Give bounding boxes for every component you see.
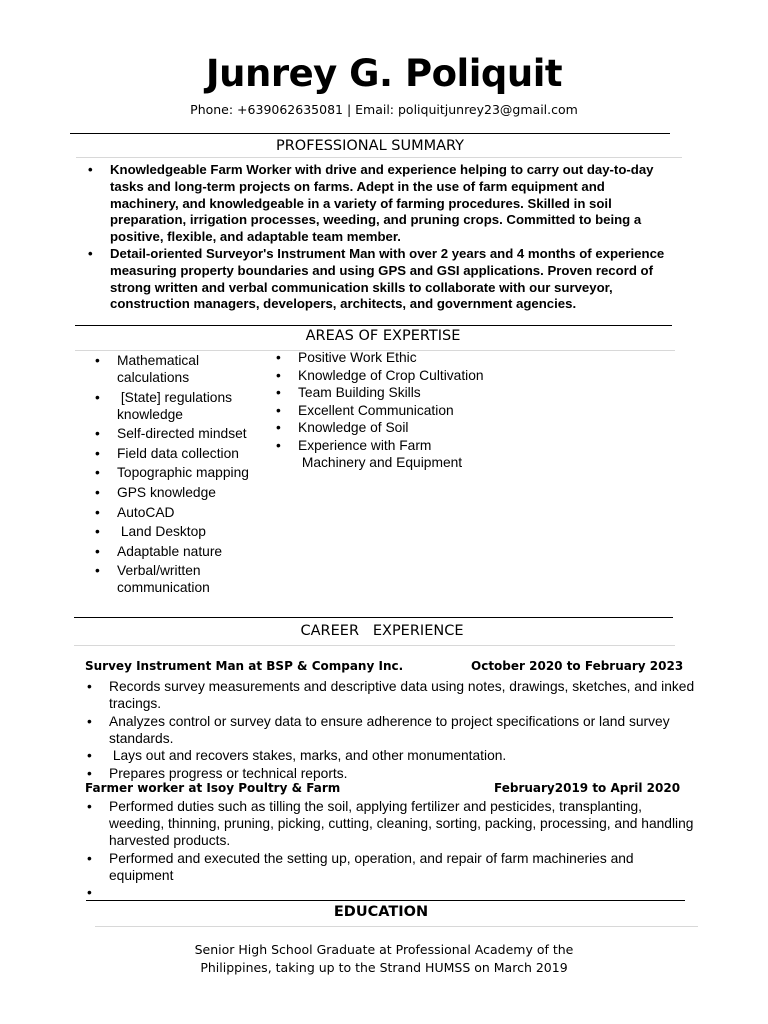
section-divider	[76, 157, 682, 158]
bullet-icon: •	[95, 445, 100, 461]
bullet-icon: •	[276, 437, 281, 453]
list-item-line: standards.	[109, 730, 174, 746]
list-item-line: weeding, thinning, pruning, picking, cutting, cleaning, sorting, packing, processing, and handling	[109, 816, 694, 831]
section-rule	[74, 617, 673, 618]
list-item-line: positive, flexible, and adaptable team member.	[110, 229, 401, 245]
list-item-line: Field data collection	[117, 445, 239, 461]
list-item-line: Mathematical	[117, 353, 200, 368]
list-item-line: harvested products.	[109, 833, 231, 848]
list-item	[276, 402, 548, 419]
bullet-icon: •	[276, 350, 281, 365]
list-item-line: measuring property boundaries and using GPS and GSI applications. Proven record of	[110, 262, 653, 278]
summary-list	[88, 162, 730, 313]
education-details	[0, 941, 768, 977]
section-heading-experience: CAREER EXPERIENCE	[300, 623, 464, 639]
list-item-line: preparation, irrigation processes, weeding, and pruning crops. Committed to being a	[110, 212, 642, 228]
list-item-line: Verbal/written	[117, 563, 201, 579]
section-rule	[86, 900, 685, 901]
job-duties-1	[87, 678, 729, 782]
list-item	[276, 349, 548, 366]
list-item-line: strong written and verbal communication skills to collaborate with our surveyor,	[110, 279, 613, 295]
list-item-line: AutoCAD	[117, 504, 175, 520]
bullet-icon: •	[95, 465, 100, 481]
list-item-line: Performed duties such as tilling the soil, applying fertilizer and pesticides, transplanting,	[109, 799, 642, 814]
bullet-icon: •	[88, 162, 93, 177]
bullet-icon: •	[87, 850, 92, 866]
list-item-line: Self-directed mindset	[117, 426, 247, 442]
list-item	[95, 543, 277, 560]
list-item	[88, 162, 730, 246]
list-item-line: Team Building Skills	[298, 385, 421, 401]
list-item	[87, 747, 729, 764]
list-item	[276, 384, 548, 401]
list-item-line: knowledge	[117, 406, 183, 422]
list-item-line: Excellent Communication	[298, 402, 454, 418]
section-rule	[75, 325, 672, 326]
list-item-line: Records survey measurements and descriptive data using notes, drawings, sketches, and inked	[109, 679, 695, 694]
list-item-line: communication	[117, 580, 210, 596]
bullet-icon: •	[95, 426, 100, 442]
list-item-line: machinery, and knowledgeable in a variety of farming procedures. Skilled in soil	[110, 195, 612, 211]
bullet-icon: •	[276, 402, 281, 418]
bullet-icon: •	[88, 245, 93, 261]
bullet-icon: •	[87, 885, 92, 901]
list-item-line: Lays out and recovers stakes, marks, and other monumentation.	[109, 748, 507, 764]
section-rule	[70, 133, 670, 134]
section-heading-summary: PROFESSIONAL SUMMARY	[275, 138, 465, 154]
list-item	[87, 713, 729, 747]
education-line: Senior High School Graduate at Professional Academy of the	[194, 942, 574, 957]
list-item	[95, 389, 277, 423]
list-item	[95, 425, 277, 442]
section-divider	[95, 926, 698, 927]
list-item	[87, 798, 729, 849]
bullet-icon: •	[95, 353, 100, 368]
bullet-icon: •	[95, 563, 100, 579]
list-item	[95, 562, 277, 596]
list-item-line: Knowledgeable Farm Worker with drive and experience helping to carry out day-to-day	[110, 162, 654, 177]
bullet-icon: •	[87, 679, 92, 694]
list-item-line: Knowledge of Soil	[298, 420, 409, 436]
list-item-line: Knowledge of Crop Cultivation	[298, 367, 484, 383]
list-item-line: tasks and long-term projects on farms. Adept in the use of farm equipment and	[110, 178, 605, 194]
bullet-icon: •	[276, 385, 281, 401]
list-item-line: Positive Work Ethic	[298, 350, 417, 365]
bullet-icon: •	[95, 389, 100, 405]
bullet-icon: •	[95, 524, 100, 540]
list-item	[87, 850, 729, 884]
bullet-icon: •	[276, 367, 281, 383]
list-item	[87, 678, 729, 712]
list-item	[276, 437, 548, 471]
list-item	[95, 352, 277, 386]
job-title-1: Survey Instrument Man at BSP & Company Inc.	[85, 659, 404, 673]
section-heading-education: EDUCATION	[333, 904, 429, 920]
list-item-line: Land Desktop	[117, 524, 206, 540]
list-item	[95, 523, 277, 540]
list-item	[87, 765, 729, 782]
list-item	[276, 419, 548, 436]
list-item	[95, 504, 277, 521]
list-item-line: Performed and executed the setting up, operation, and repair of farm machineries and	[109, 850, 634, 866]
job-title-2: Farmer worker at Isoy Poultry & Farm	[85, 781, 341, 795]
bullet-icon: •	[87, 713, 92, 729]
section-heading-expertise: AREAS OF EXPERTISE	[305, 328, 461, 344]
list-item-line: Topographic mapping	[117, 465, 249, 481]
candidate-name: Junrey G. Poliquit	[205, 52, 563, 95]
list-item-line: Analyzes control or survey data to ensure adherence to project specifications or land survey	[109, 713, 670, 729]
contact-line: Phone: +639062635081 | Email: poliquitjunrey23@gmail.com	[190, 102, 578, 117]
bullet-icon: •	[95, 504, 100, 520]
list-item-line: Machinery and Equipment	[298, 454, 463, 470]
list-item-line: [State] regulations	[117, 389, 233, 405]
bullet-icon: •	[87, 799, 92, 814]
list-item-line	[109, 884, 729, 901]
bullet-icon: •	[95, 484, 100, 500]
list-item-line: Experience with Farm	[298, 437, 432, 453]
bullet-icon: •	[276, 420, 281, 436]
list-item-line: Detail-oriented Surveyor's Instrument Man with over 2 years and 4 months of experience	[110, 245, 665, 261]
list-item-line: equipment	[109, 867, 174, 883]
list-item-line: Adaptable nature	[117, 543, 223, 559]
bullet-icon: •	[87, 748, 92, 764]
list-item	[276, 367, 548, 384]
expertise-list-right	[276, 349, 548, 472]
list-item-line: Prepares progress or technical reports.	[109, 765, 348, 781]
list-item-line: GPS knowledge	[117, 484, 216, 500]
list-item-line: construction managers, developers, architects, and government agencies.	[110, 296, 577, 312]
job-dates-2: February2019 to April 2020	[494, 781, 681, 795]
list-item	[88, 245, 730, 313]
section-divider	[74, 645, 675, 646]
list-item	[95, 464, 277, 481]
bullet-icon: •	[95, 543, 100, 559]
list-item	[95, 445, 277, 462]
job-dates-1: October 2020 to February 2023	[471, 659, 684, 673]
job-duties-2	[87, 798, 729, 902]
expertise-list-left	[95, 352, 277, 599]
list-item-line: tracings.	[109, 696, 162, 711]
bullet-icon: •	[87, 765, 92, 781]
education-line: Philippines, taking up to the Strand HUMSS on March 2019	[200, 960, 568, 975]
list-item	[87, 884, 729, 901]
list-item	[95, 484, 277, 501]
list-item-line: calculations	[117, 370, 190, 385]
